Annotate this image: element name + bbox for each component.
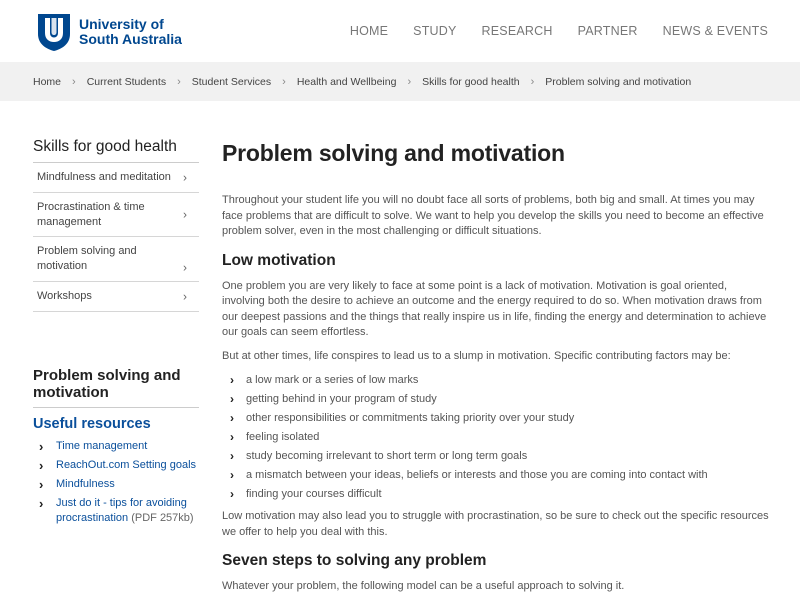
- list-item-text: feeling isolated: [246, 431, 320, 443]
- pdf-size-note: (PDF 257kb): [131, 512, 194, 524]
- list-item-text: a low mark or a series of low marks: [246, 374, 419, 386]
- low-motivation-paragraph: One problem you are very likely to face at some point is a lack of motivation. Motivation is goal oriented, involving both the desire to achieve an outcome and the energy required to do so. When motivation draws from our deepest passions and the things that really inspire us in life, finding the energy and determination to achieve our goals can seem effortless.: [222, 279, 767, 338]
- arrow-right-icon: ›: [230, 373, 234, 387]
- breadcrumb-separator-icon: ›: [407, 75, 412, 88]
- breadcrumb-separator-icon: ›: [72, 75, 76, 88]
- chevron-right-icon: ›: [183, 260, 187, 275]
- sidebar-item-label: Procrastination & time management: [37, 201, 145, 228]
- sidebar-item-label: Mindfulness and meditation: [37, 171, 171, 183]
- breadcrumb-current-students[interactable]: Current Students: [86, 75, 167, 88]
- arrow-right-icon: ›: [230, 487, 234, 501]
- site-header: [0, 0, 800, 62]
- link-reachout-goals[interactable]: ReachOut.com Setting goals: [56, 459, 197, 471]
- nav-study[interactable]: STUDY: [413, 24, 457, 38]
- arrow-right-icon: ›: [230, 430, 234, 444]
- list-item-text: a mismatch between your ideas, beliefs or interests and those you are coming into contact with: [246, 469, 708, 481]
- link-just-do-it[interactable]: Just do it - tips for avoiding procrastination: [56, 497, 187, 524]
- arrow-right-icon: ›: [39, 458, 44, 473]
- main-nav: [325, 24, 768, 38]
- breadcrumb-skills[interactable]: Skills for good health: [422, 75, 520, 88]
- university-logo[interactable]: [36, 12, 182, 52]
- list-item: [222, 392, 770, 407]
- breadcrumb-home[interactable]: Home: [33, 75, 62, 88]
- list-item: [33, 477, 199, 492]
- link-mindfulness[interactable]: Mindfulness: [56, 478, 115, 490]
- list-item: [33, 458, 199, 473]
- breadcrumb-current-page: Problem solving and motivation: [545, 75, 692, 88]
- sidebar-item-label: Workshops: [37, 290, 92, 302]
- unisa-shield-icon: [36, 12, 72, 52]
- arrow-right-icon: ›: [230, 468, 234, 482]
- sidebar-item-mindfulness[interactable]: [33, 163, 199, 193]
- list-item: [222, 411, 770, 426]
- low-motivation-heading: Low motivation: [222, 251, 336, 269]
- list-item-text: getting behind in your program of study: [246, 393, 437, 405]
- list-item: [222, 449, 770, 464]
- nav-home[interactable]: HOME: [349, 24, 389, 38]
- arrow-right-icon: ›: [230, 392, 234, 406]
- breadcrumb-student-services[interactable]: Student Services: [191, 75, 272, 88]
- arrow-right-icon: ›: [39, 496, 44, 511]
- arrow-right-icon: ›: [230, 449, 234, 463]
- arrow-right-icon: ›: [39, 477, 44, 492]
- factors-list: [222, 373, 770, 502]
- logo-line-2: South Australia: [79, 31, 182, 47]
- arrow-right-icon: ›: [39, 439, 44, 454]
- breadcrumb-health-wellbeing[interactable]: Health and Wellbeing: [296, 75, 397, 88]
- breadcrumb-separator-icon: ›: [530, 75, 535, 88]
- sidebar-item-workshops[interactable]: [33, 282, 199, 312]
- link-time-management[interactable]: Time management: [56, 440, 148, 452]
- nav-partner[interactable]: PARTNER: [577, 24, 638, 38]
- list-item: [222, 373, 770, 388]
- breadcrumb-separator-icon: ›: [282, 75, 286, 88]
- intro-paragraph: Throughout your student life you will no doubt face all sorts of problems, both big and small. At times you may face problems that are difficult to solve. We want to help you develop the skills you need to become an effective problem solver, even in the most challenging or difficult situations.: [222, 194, 764, 237]
- list-item-text: study becoming irrelevant to short term or long term goals: [246, 450, 528, 462]
- breadcrumb-separator-icon: ›: [177, 75, 181, 88]
- nav-news-events[interactable]: NEWS & EVENTS: [662, 24, 768, 38]
- arrow-right-icon: ›: [230, 411, 234, 425]
- list-item: [222, 468, 770, 483]
- seven-steps-paragraph: Whatever your problem, the following model can be a useful approach to solving it.: [222, 580, 625, 592]
- logo-line-1: University of: [79, 16, 164, 32]
- useful-resources-heading: Useful resources: [33, 416, 151, 432]
- list-item-text: other responsibilities or commitments taking priority over your study: [246, 412, 575, 424]
- sidebar-item-problem-solving[interactable]: [33, 237, 199, 282]
- logo-wordmark: [79, 17, 182, 47]
- list-item: [222, 430, 770, 445]
- procrastination-paragraph: Low motivation may also lead you to struggle with procrastination, so be sure to check out the specific resources we offer to help you deal with this.: [222, 510, 769, 538]
- chevron-right-icon: ›: [183, 289, 187, 303]
- list-item-text: finding your courses difficult: [246, 488, 382, 500]
- main-content: [222, 140, 770, 595]
- sidebar-section-title: Problem solving and motivation: [33, 367, 199, 408]
- resource-links: [33, 439, 199, 526]
- factors-intro: But at other times, life conspires to lead us to a slump in motivation. Specific contributing factors may be:: [222, 349, 731, 362]
- list-item: [222, 487, 770, 502]
- nav-research[interactable]: RESEARCH: [481, 24, 553, 38]
- list-item: [33, 496, 199, 526]
- breadcrumb: [0, 62, 800, 101]
- sidebar-title[interactable]: Skills for good health: [33, 138, 199, 163]
- page-title: Problem solving and motivation: [222, 140, 565, 166]
- chevron-right-icon: ›: [183, 207, 187, 221]
- sidebar-item-label: Problem solving and motivation: [37, 245, 137, 272]
- sidebar: [33, 138, 199, 530]
- chevron-right-icon: ›: [183, 170, 187, 184]
- list-item: [33, 439, 199, 454]
- sidebar-item-procrastination[interactable]: [33, 193, 199, 237]
- seven-steps-heading: Seven steps to solving any problem: [222, 552, 487, 569]
